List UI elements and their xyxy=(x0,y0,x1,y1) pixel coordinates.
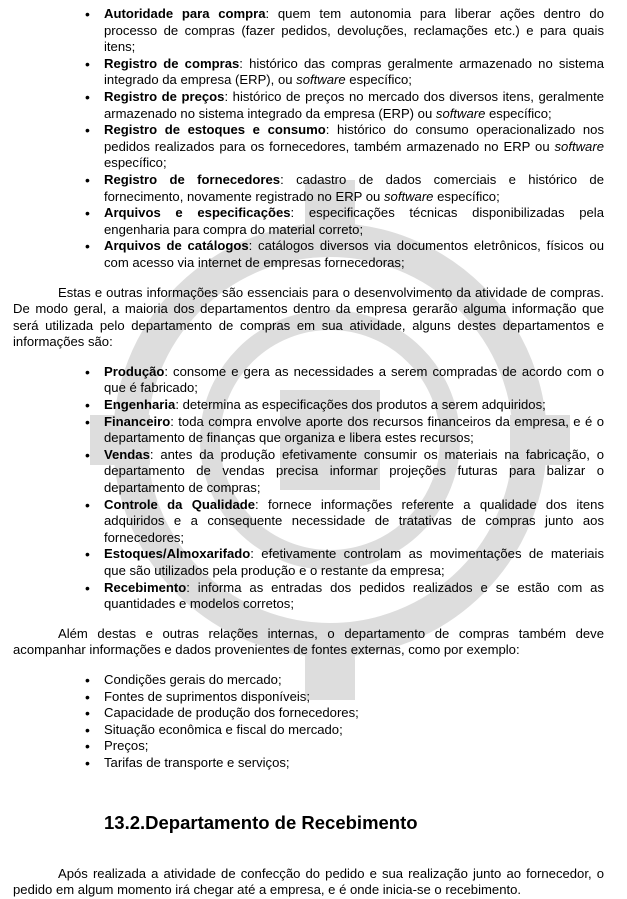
list-item: • Registro de estoques e consumo: histórico do consumo operacionalizado nos pedidos realizados para os fornecedores, também armazenado no ERP ou software específico; xyxy=(13,122,604,172)
list-item: • Tarifas de transporte e serviços; xyxy=(13,755,604,772)
document-page xyxy=(13,6,604,899)
list-item: • Estoques/Almoxarifado: efetivamente controlam as movimentações de materiais que são utilizados pela produção e o restante da empresa; xyxy=(13,546,604,579)
list-item: • Preços; xyxy=(13,738,604,755)
list-item: • Autoridade para compra: quem tem autonomia para liberar ações dentro do processo de compras (fazer pedidos, devoluções, reclamações etc.) e para quais itens; xyxy=(13,6,604,56)
external-sources-list xyxy=(13,672,604,772)
list-item: • Capacidade de produção dos fornecedores; xyxy=(13,705,604,722)
list-item: • Engenharia: determina as especificações dos produtos a serem adquiridos; xyxy=(13,397,604,414)
section-heading: 13.2.Departamento de Recebimento xyxy=(104,811,418,833)
list-item: • Recebimento: informa as entradas dos pedidos realizados e se estão com as quantidades e modelos corretos; xyxy=(13,580,604,613)
list-item: • Condições gerais do mercado; xyxy=(13,672,604,689)
list-item: • Situação econômica e fiscal do mercado; xyxy=(13,722,604,739)
departments-list xyxy=(13,364,604,613)
list-item: • Registro de fornecedores: cadastro de dados comerciais e histórico de fornecimento, novamente registrado no ERP ou software específico; xyxy=(13,172,604,205)
paragraph: Após realizada a atividade de confecção do pedido e sua realização junto ao fornecedor, o pedido em algum momento irá chegar até a empresa, e é onde inicia-se o recebimento. xyxy=(13,865,604,898)
list-item: • Arquivos e especificações: especificações técnicas disponibilizadas pela engenharia para compra do material correto; xyxy=(13,205,604,238)
list-item: • Fontes de suprimentos disponíveis; xyxy=(13,689,604,706)
list-item: • Financeiro: toda compra envolve aporte dos recursos financeiros da empresa, e é o departamento de finanças que organiza e libera estes recursos; xyxy=(13,414,604,447)
list-item: • Arquivos de catálogos: catálogos diversos via documentos eletrônicos, físicos ou com acesso via internet de empresas fornecedoras; xyxy=(13,238,604,271)
list-item: • Registro de compras: histórico das compras geralmente armazenado no sistema integrado da empresa (ERP), ou software específico; xyxy=(13,56,604,89)
list-item: • Registro de preços: histórico de preços no mercado dos diversos itens, geralmente armazenado no sistema integrado da empresa (ERP) ou software específico; xyxy=(13,89,604,122)
list-item: • Produção: consome e gera as necessidades a serem compradas de acordo com o que é fabricado; xyxy=(13,364,604,397)
paragraph: Além destas e outras relações internas, o departamento de compras também deve acompanhar informações e dados provenientes de fontes externas, como por exemplo: xyxy=(13,625,604,658)
info-list xyxy=(13,6,604,272)
paragraph: Estas e outras informações são essenciais para o desenvolvimento da atividade de compras. De modo geral, a maioria dos departamentos dentro da empresa gerarão alguma informação que será utilizada pelo departamento de compras em sua atividade, alguns destes departamentos e informações são: xyxy=(13,284,604,350)
list-item: • Vendas: antes da produção efetivamente consumir os materiais na fabricação, o departamento de vendas precisa informar projeções futuras para balizar o departamento de compras; xyxy=(13,447,604,497)
list-item: • Controle da Qualidade: fornece informações referente a qualidade dos itens adquiridos e a consequente necessidade de tratativas de compras junto aos fornecedores; xyxy=(13,497,604,547)
